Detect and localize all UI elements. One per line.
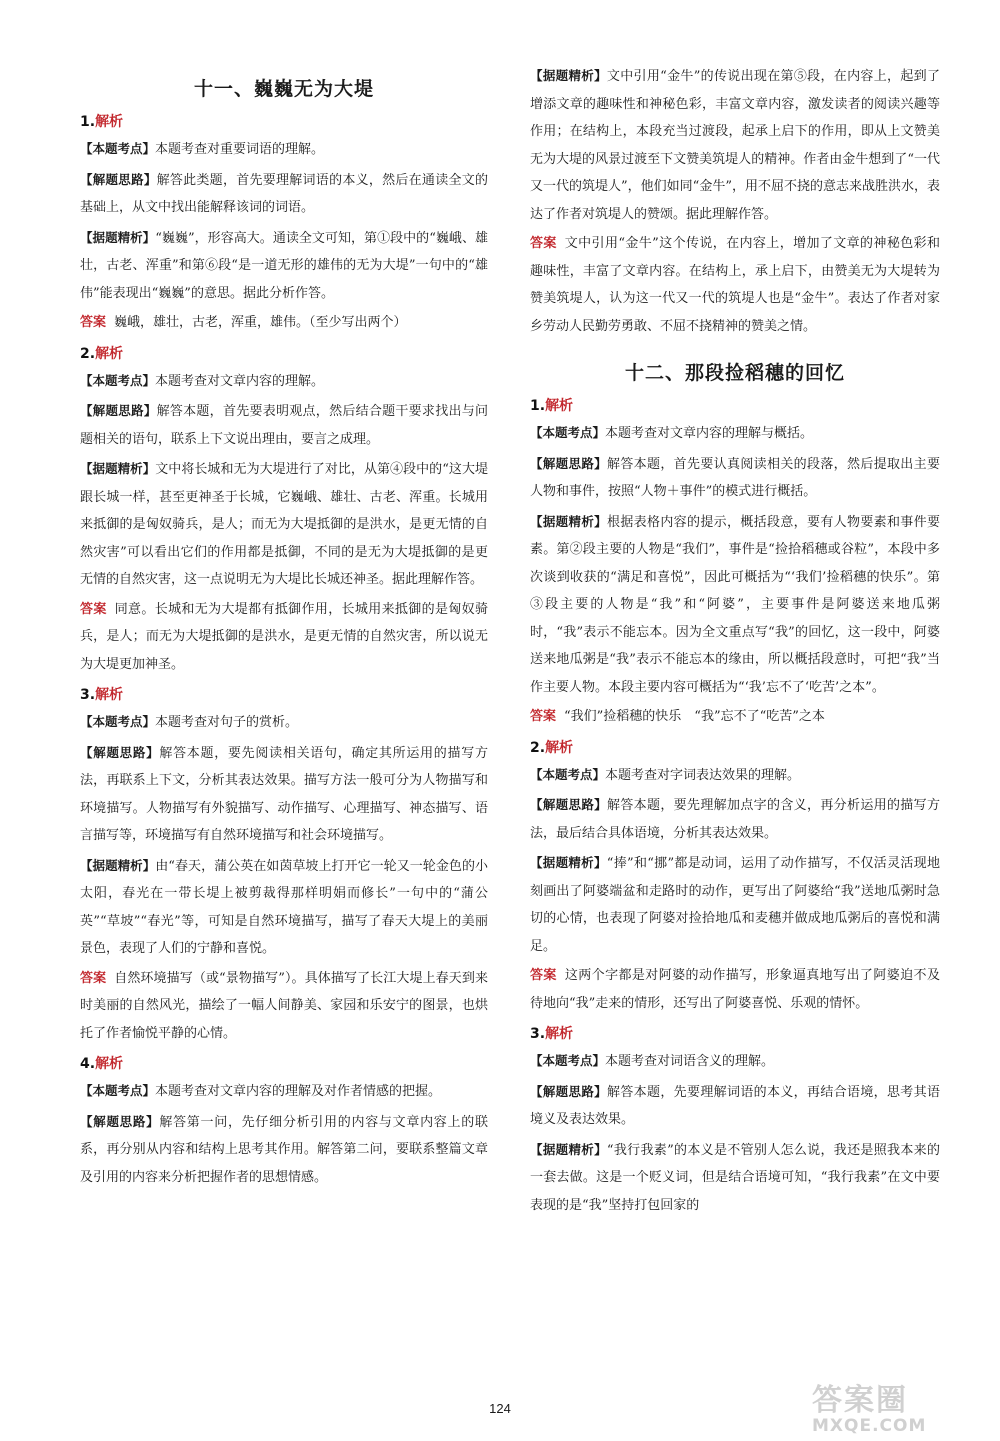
analysis-text: 解答此类题，首先要理解词语的本义，然后在通读全文的基础上，从文中找出能解释该词的词语。 [80,172,488,215]
analysis-text: 解答本题，首先要认真阅读相关的段落，然后提取出主要人物和事件，按照“人物＋事件”的模式进行概括。 [530,456,940,499]
analysis-label: 【本题考点】 [80,372,156,388]
analysis-paragraph [530,849,940,960]
analysis-text: 解答本题，先要理解词语的本义，再结合语境，思考其语境义及表达效果。 [530,1084,940,1127]
watermark-logo [812,1383,982,1438]
answer-paragraph [530,230,940,340]
answer-label: 答案 [530,709,557,724]
right-column [530,62,940,1222]
question-heading [530,737,940,757]
page-number: 124 [489,1401,511,1416]
answer-paragraph [80,596,488,679]
analysis-tag: 解析 [95,1056,124,1072]
analysis-paragraph [80,1108,488,1192]
continued-analysis [530,62,940,340]
question-heading [80,343,488,363]
analysis-text: 由“春天，蒲公英在如茵草坡上打开它一轮又一轮金色的小太阳，春光在一带长堤上被剪裁得那样明娟而修长”一句中的“蒲公英”“草坡”“春光”等，可知是自然环境描写，描写了春天大堤上的美丽景色，表现了人们的宁静和喜悦。 [80,858,488,956]
question-block [530,395,940,731]
analysis-paragraph [80,455,488,594]
question-heading [80,684,488,704]
analysis-text: “我行我素”的本义是不管别人怎么说，我还是照我本来的一套去做。这是一个贬义词，但是结合语境可知，“我行我素”在文中要表现的是“我”坚持打包回家的 [530,1142,940,1213]
watermark-cn: 答案圈 [812,1383,908,1418]
analysis-text: 解答第一问，先仔细分析引用的内容与文章内容上的联系，再分别从内容和结构上思考其作用。解答第二问，要联系整篇文章及引用的内容来分析把握作者的思想情感。 [80,1114,488,1185]
question-number: 2. [80,345,96,362]
analysis-label: 【解题思路】 [80,1113,160,1129]
analysis-paragraph [530,450,940,506]
analysis-paragraph [80,224,488,308]
answer-paragraph [530,962,940,1017]
analysis-paragraph [530,1136,940,1220]
answer-text: “我们”捡稻穗的快乐 “我”忘不了“吃苦”之本 [564,709,825,724]
analysis-tag: 解析 [95,687,124,703]
question-list-left [80,111,488,1191]
answer-paragraph [530,703,940,731]
analysis-label: 【本题考点】 [530,1053,606,1068]
analysis-paragraph [80,135,488,164]
analysis-text: 文中引用“金牛”的传说出现在第⑤段，在内容上，起到了增添文章的趣味性和神秘色彩，丰富文章内容，激发读者的阅读兴趣等作用；在结构上，本段充当过渡段，起承上启下的作用，即从上文赞美无为大堤的风景过渡至下文赞美筑堤人的精神。作者由金牛想到了“一代又一代的筑堤人”，他们如同“金牛”，用不屈不挠的意志来战胜洪水，表达了作者对筑堤人的赞颂。据此理解作答。 [530,69,940,222]
analysis-paragraph [530,419,940,448]
analysis-paragraph [530,1047,940,1076]
question-number: 3. [530,1026,546,1042]
analysis-label: 【本题考点】 [530,766,606,782]
analysis-text: 本题考查对句子的赏析。 [155,715,299,730]
analysis-paragraph [530,791,940,847]
question-block [80,684,488,1047]
analysis-text: “巍巍”，形容高大。通读全文可知，第①段中的“巍峨、雄壮，古老、浑重”和第⑥段“是一道无形的雄伟的无为大堤”一句中的“雄伟”能表现出“巍巍”的意思。据此分析作答。 [80,230,488,301]
section-title: 十二、那段捡稻穗的回忆 [624,362,845,384]
answer-paragraph [80,309,488,337]
question-list-right [530,395,940,1219]
analysis-paragraph [80,166,488,222]
analysis-tag: 解析 [545,398,574,414]
answer-text: 同意。长城和无为大堤都有抵御作用，长城用来抵御的是匈奴骑兵，是人；而无为大堤抵御的是洪水，是更无情的自然灾害，所以说无为大堤更加神圣。 [80,601,488,672]
watermark-en: MXQE.COM [812,1416,927,1436]
analysis-tag: 解析 [545,739,574,756]
analysis-paragraph [80,397,488,453]
question-heading [80,1053,488,1073]
analysis-text: 解答本题，要先理解加点字的含义，再分析运用的描写方法，最后结合具体语境，分析其表达效果。 [530,798,940,841]
analysis-tag: 解析 [545,1026,574,1042]
analysis-paragraph [80,708,488,737]
analysis-text: 文中将长城和无为大堤进行了对比，从第④段中的“这大堤跟长城一样，甚至更神圣于长城，它巍峨、雄壮、古老、浑重。长城用来抵御的是匈奴骑兵，是人；而无为大堤抵御的是洪水，是更无情的自然灾害”可以看出它们的作用都是抵御，不同的是无为大堤抵御的是更无情的自然灾害，这一点说明无为大堤比长城还神圣。据此理解作答。 [80,462,488,587]
analysis-label: 【据题精析】 [80,229,156,245]
question-heading [530,1023,940,1043]
analysis-tag: 解析 [95,345,124,362]
answer-text: 自然环境描写（或“景物描写”）。具体描写了长江大堤上春天到来时美丽的自然风光，描绘了一幅人间静美、家园和乐安宁的图景，也烘托了作者愉悦平静的心情。 [80,970,488,1041]
analysis-text: 本题考查对字词表达效果的理解。 [605,767,801,783]
question-number: 1. [80,114,96,130]
analysis-label: 【据题精析】 [530,513,607,529]
analysis-paragraph [80,1077,488,1106]
analysis-label: 【解题思路】 [80,171,157,187]
answer-text: 文中引用“金牛”这个传说，在内容上，增加了文章的神秘色彩和趣味性，丰富了文章内容。在结构上，承上启下，由赞美无为大堤转为赞美筑堤人，认为这一代又一代的筑堤人也是“金牛”。表达了作者对家乡劳动人民勤劳勇敢、不屈不挠精神的赞美之情。 [530,236,940,334]
analysis-label: 【解题思路】 [530,1083,607,1099]
question-heading [80,111,488,131]
analysis-text: 本题考查对重要词语的理解。 [155,142,325,157]
analysis-label: 【据题精析】 [80,857,156,873]
analysis-paragraph [530,1078,940,1134]
question-block [530,737,940,1018]
analysis-label: 【本题考点】 [80,1083,156,1098]
analysis-label: 【据题精析】 [530,1141,607,1157]
analysis-paragraph [80,367,488,396]
answer-label: 答案 [530,236,557,251]
analysis-label: 【解题思路】 [530,797,607,812]
question-block [80,1053,488,1191]
analysis-text: 根据表格内容的提示，概括段意，要有人物要素和事件要素。第②段主要的人物是“我们”，事件是“捡拾稻穗或谷粒”，本段中多次谈到收获的“满足和喜悦”，因此可概括为“‘我们’捡稻穗的快乐”。第③段主要的人物是“我”和“阿婆”，主要事件是阿婆送来地瓜粥时，“我”表示不能忘本。因为全文重点写“我”的回忆，这一段中，阿婆送来地瓜粥是“我”表示不能忘本的缘由，所以概括段意时，可把“我”当作主要人物。本段主要内容可概括为“‘我’忘不了‘吃苦’之本”。 [530,514,940,695]
analysis-text: 本题考查对文章内容的理解。 [155,373,325,389]
analysis-text: 本题考查对文章内容的理解与概括。 [605,426,814,441]
analysis-tag: 解析 [95,114,124,130]
analysis-label: 【据题精析】 [80,461,156,476]
analysis-text: 解答本题，要先阅读相关语句，确定其所运用的描写方法，再联系上下文，分析其表达效果。描写方法一般可分为人物描写和环境描写。人物描写有外貌描写、动作描写、心理描写、神态描写、语言描写等，环境描写有自然环境描写和社会环境描写。 [80,745,488,843]
analysis-paragraph [530,508,940,702]
question-block [80,111,488,337]
answer-label: 答案 [80,315,107,330]
analysis-text: 本题考查对文章内容的理解及对作者情感的把握。 [155,1084,442,1099]
analysis-label: 【据题精析】 [530,68,607,83]
question-block [80,343,488,679]
analysis-text: 本题考查对词语含义的理解。 [605,1054,775,1069]
analysis-label: 【解题思路】 [530,455,607,471]
answer-label: 答案 [80,601,107,617]
analysis-label: 【本题考点】 [80,141,156,156]
analysis-paragraph [530,62,940,228]
question-number: 3. [80,687,96,703]
analysis-label: 【本题考点】 [80,714,156,729]
answer-paragraph [80,965,488,1048]
answer-text: 这两个字都是对阿婆的动作描写，形象逼真地写出了阿婆迫不及待地向“我”走来的情形，还写出了阿婆喜悦、乐观的情怀。 [530,968,940,1011]
answer-label: 答案 [530,968,557,983]
analysis-text: 解答本题，首先要表明观点，然后结合题干要求找出与问题相关的语句，联系上下文说出理由，要言之成理。 [80,404,488,447]
analysis-paragraph [80,739,488,850]
analysis-label: 【解题思路】 [80,744,160,760]
analysis-paragraph [530,761,940,790]
analysis-label: 【解题思路】 [80,403,157,418]
answer-text: 巍峨，雄壮，古老，浑重，雄伟。（至少写出两个） [114,315,407,330]
question-block [530,1023,940,1219]
left-column [80,62,488,1194]
question-heading [530,395,940,415]
analysis-text: “捧”和“挪”都是动词，运用了动作描写，不仅活灵活现地刻画出了阿婆端盆和走路时的动作，更写出了阿婆给“我”送地瓜粥时急切的心情，也表现了阿婆对捡拾地瓜和麦穗并做成地瓜粥后的喜悦和满足。 [530,856,940,954]
question-number: 1. [530,398,546,414]
analysis-label: 【本题考点】 [530,425,606,440]
question-number: 4. [80,1056,96,1072]
answer-label: 答案 [80,970,107,986]
question-number: 2. [530,739,546,756]
analysis-label: 【据题精析】 [530,855,607,870]
section-title: 十一、巍巍无为大堤 [193,78,374,100]
analysis-paragraph [80,852,488,963]
